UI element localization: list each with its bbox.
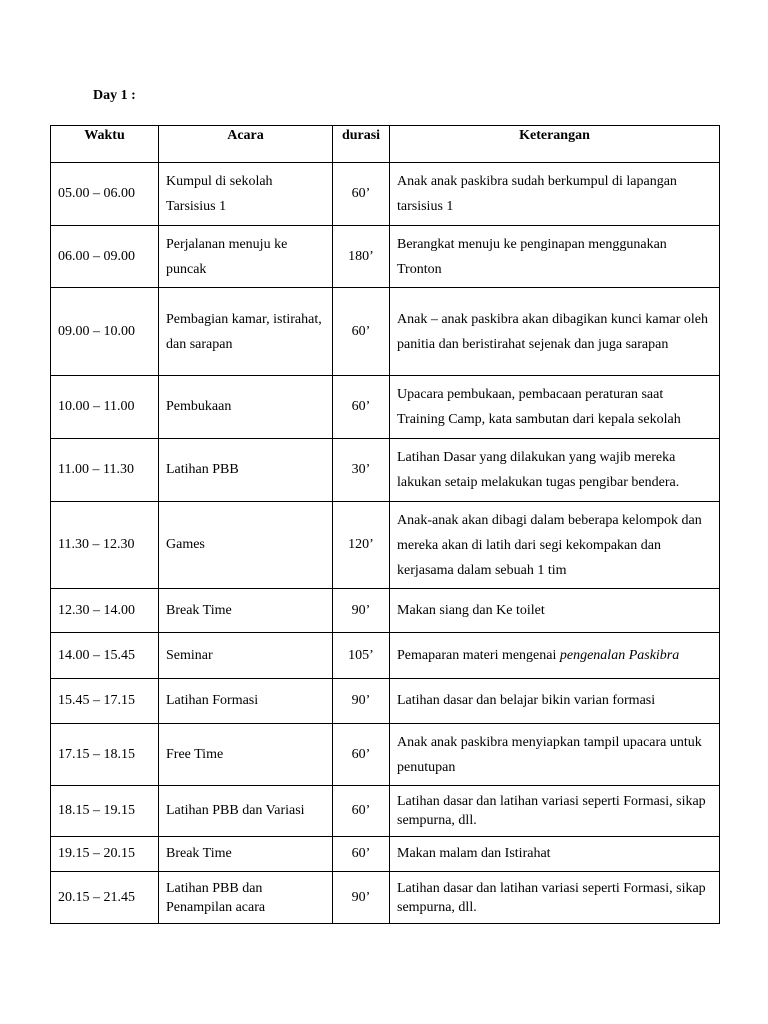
- time-cell: 10.00 – 11.00: [51, 376, 159, 439]
- event-cell: Games: [159, 502, 333, 589]
- description-cell: Latihan dasar dan belajar bikin varian formasi: [390, 679, 720, 724]
- time-cell: 20.15 – 21.45: [51, 872, 159, 924]
- description-cell: Latihan dasar dan latihan variasi seperti Formasi, sikap sempurna, dll.: [390, 872, 720, 924]
- event-cell: Pembukaan: [159, 376, 333, 439]
- table-row: [51, 502, 720, 589]
- schedule-table: [50, 125, 720, 924]
- time-cell: 19.15 – 20.15: [51, 837, 159, 872]
- description-cell: Berangkat menuju ke penginapan menggunakan Tronton: [390, 226, 720, 288]
- duration-cell: 180’: [333, 226, 390, 288]
- duration-cell: 30’: [333, 439, 390, 502]
- description-cell: Latihan Dasar yang dilakukan yang wajib mereka lakukan setaip melakukan tugas pengibar bendera.: [390, 439, 720, 502]
- table-row: [51, 288, 720, 376]
- table-row: [51, 679, 720, 724]
- description-italic-text: pengenalan Paskibra: [559, 647, 680, 663]
- table-row: [51, 786, 720, 837]
- table-row: [51, 163, 720, 226]
- time-cell: 12.30 – 14.00: [51, 589, 159, 633]
- duration-cell: 90’: [333, 589, 390, 633]
- description-cell: Anak – anak paskibra akan dibagikan kunci kamar oleh panitia dan beristirahat sejenak dan juga sarapan: [390, 288, 720, 376]
- duration-cell: 90’: [333, 872, 390, 924]
- duration-cell: 60’: [333, 163, 390, 226]
- description-cell: Upacara pembukaan, pembacaan peraturan saat Training Camp, kata sambutan dari kepala sekolah: [390, 376, 720, 439]
- table-row: [51, 376, 720, 439]
- table-header-row: [51, 126, 720, 163]
- duration-cell: 90’: [333, 679, 390, 724]
- event-cell: Latihan PBB dan Penampilan acara: [159, 872, 333, 924]
- table-row: [51, 226, 720, 288]
- time-cell: 15.45 – 17.15: [51, 679, 159, 724]
- description-cell: Makan malam dan Istirahat: [390, 837, 720, 872]
- table-row: [51, 589, 720, 633]
- description-cell: [390, 633, 720, 679]
- event-cell: Latihan Formasi: [159, 679, 333, 724]
- table-row: [51, 724, 720, 786]
- event-cell: Seminar: [159, 633, 333, 679]
- duration-cell: 60’: [333, 786, 390, 837]
- table-row: [51, 872, 720, 924]
- header-acara: Acara: [159, 126, 333, 163]
- description-cell: Latihan dasar dan latihan variasi seperti Formasi, sikap sempurna, dll.: [390, 786, 720, 837]
- header-durasi: durasi: [333, 126, 390, 163]
- description-cell: Anak anak paskibra menyiapkan tampil upacara untuk penutupan: [390, 724, 720, 786]
- duration-cell: 105’: [333, 633, 390, 679]
- time-cell: 11.30 – 12.30: [51, 502, 159, 589]
- duration-cell: 60’: [333, 288, 390, 376]
- event-cell: Kumpul di sekolah Tarsisius 1: [159, 163, 333, 226]
- duration-cell: 60’: [333, 724, 390, 786]
- table-row: [51, 837, 720, 872]
- time-cell: 06.00 – 09.00: [51, 226, 159, 288]
- time-cell: 18.15 – 19.15: [51, 786, 159, 837]
- event-cell: Latihan PBB: [159, 439, 333, 502]
- header-keterangan: Keterangan: [390, 126, 720, 163]
- time-cell: 14.00 – 15.45: [51, 633, 159, 679]
- time-cell: 17.15 – 18.15: [51, 724, 159, 786]
- duration-cell: 60’: [333, 837, 390, 872]
- description-text: Pemaparan materi mengenai: [397, 647, 560, 663]
- header-waktu: Waktu: [51, 126, 159, 163]
- event-cell: Break Time: [159, 589, 333, 633]
- time-cell: 09.00 – 10.00: [51, 288, 159, 376]
- time-cell: 11.00 – 11.30: [51, 439, 159, 502]
- description-cell: Anak anak paskibra sudah berkumpul di lapangan tarsisius 1: [390, 163, 720, 226]
- table-row: [51, 633, 720, 679]
- day-title: Day 1 :: [93, 88, 136, 103]
- table-row: [51, 439, 720, 502]
- event-cell: Perjalanan menuju ke puncak: [159, 226, 333, 288]
- description-cell: Anak-anak akan dibagi dalam beberapa kelompok dan mereka akan di latih dari segi kekompakan dan kerjasama dalam sebuah 1 tim: [390, 502, 720, 589]
- time-cell: 05.00 – 06.00: [51, 163, 159, 226]
- event-cell: Pembagian kamar, istirahat, dan sarapan: [159, 288, 333, 376]
- event-cell: Break Time: [159, 837, 333, 872]
- description-cell: Makan siang dan Ke toilet: [390, 589, 720, 633]
- duration-cell: 120’: [333, 502, 390, 589]
- event-cell: Free Time: [159, 724, 333, 786]
- duration-cell: 60’: [333, 376, 390, 439]
- event-cell: Latihan PBB dan Variasi: [159, 786, 333, 837]
